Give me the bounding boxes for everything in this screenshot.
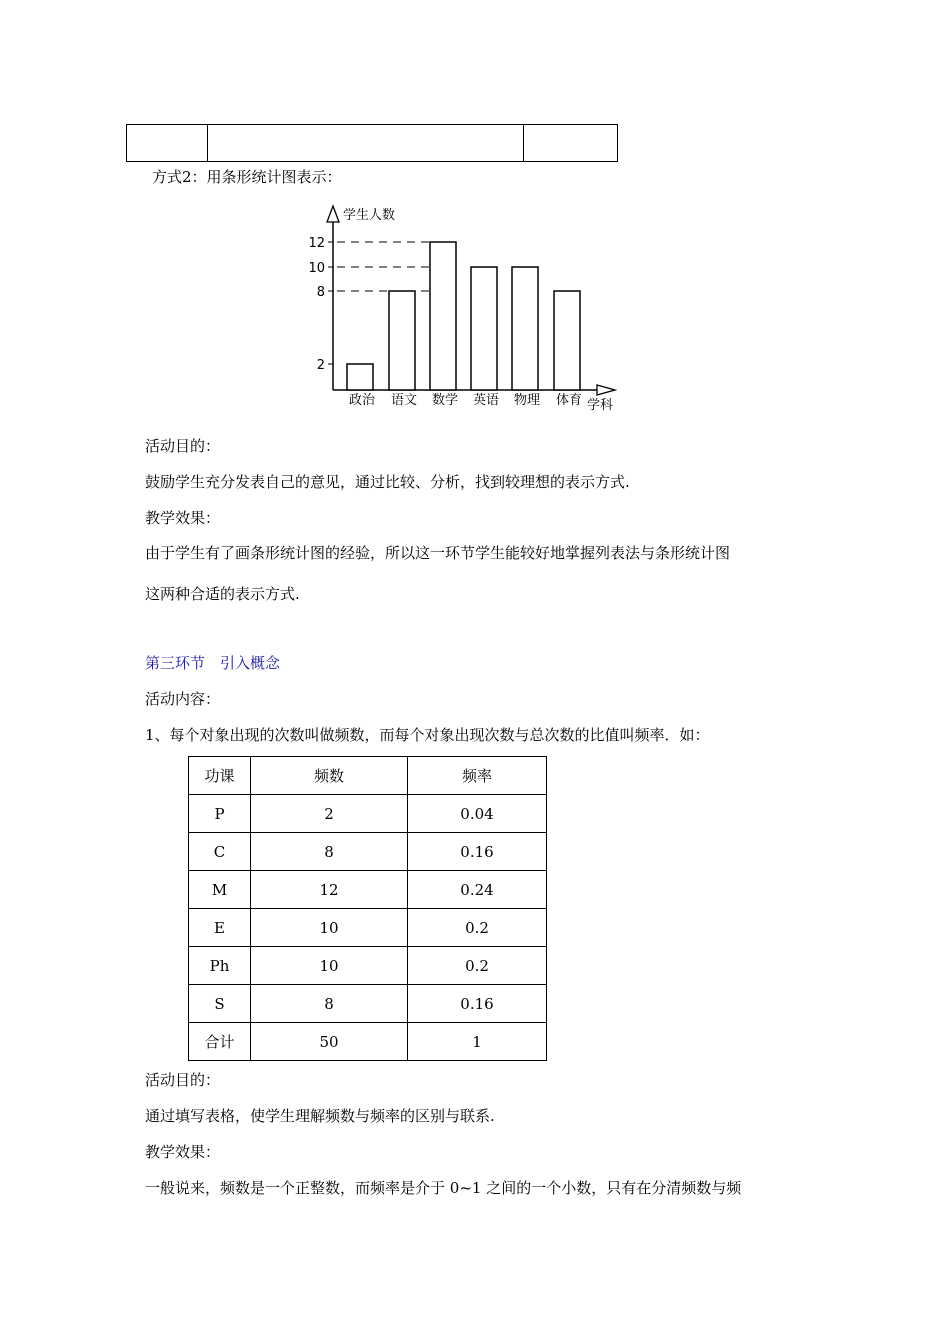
y-tick-label: 10 <box>308 261 325 276</box>
cell-rate: 0.24 <box>408 871 547 909</box>
header-frequency-count: 频数 <box>251 757 408 795</box>
table-cell <box>127 125 208 162</box>
purpose-heading-1: 活动目的： <box>145 437 221 455</box>
purpose-text-1: 鼓励学生充分发表自己的意见，通过比较、分析，找到较理想的表示方式. <box>145 473 630 491</box>
header-subject: 功课 <box>189 757 251 795</box>
x-tick-label: 物理 <box>513 393 541 408</box>
cell-rate: 0.2 <box>408 947 547 985</box>
cell-rate: 0.16 <box>408 833 547 871</box>
bar <box>554 291 580 390</box>
table-cell <box>524 125 618 162</box>
method2-title: 方式2：用条形统计图表示： <box>152 168 342 186</box>
cell-count: 12 <box>251 871 408 909</box>
bar <box>430 242 456 390</box>
x-tick-label: 政治 <box>348 393 376 408</box>
effect-line-2: 这两种合适的表示方式. <box>145 585 300 603</box>
table-row <box>189 795 547 833</box>
x-tick-label: 英语 <box>472 393 500 408</box>
header-frequency-rate: 频率 <box>408 757 547 795</box>
cell-subject: Ph <box>189 947 251 985</box>
cell-rate: 0.04 <box>408 795 547 833</box>
section3-title: 第三环节 引入概念 <box>145 654 281 672</box>
cell-count: 10 <box>251 947 408 985</box>
cell-subject: M <box>189 871 251 909</box>
x-tick-label: 体育 <box>555 393 583 408</box>
x-axis-arrow <box>597 385 615 395</box>
y-axis-label: 学生人数 <box>343 208 396 223</box>
effect-line-1: 由于学生有了画条形统计图的经验，所以这一环节学生能较好地掌握列表法与条形统计图 <box>145 544 731 562</box>
frequency-table <box>188 756 547 1061</box>
table-row <box>189 985 547 1023</box>
cell-count: 8 <box>251 833 408 871</box>
y-tick-label: 8 <box>316 285 325 300</box>
cell-count: 50 <box>251 1023 408 1061</box>
cell-rate: 0.16 <box>408 985 547 1023</box>
x-tick-label: 数学 <box>431 393 459 408</box>
table-header-row <box>189 757 547 795</box>
y-axis-arrow <box>327 206 339 222</box>
table-row <box>127 125 618 162</box>
effect-text-3: 一般说来，频数是一个正整数，而频率是介于 0~1 之间的一个小数，只有在分清频数与频 <box>145 1179 742 1197</box>
bar <box>512 267 538 390</box>
bar-chart <box>300 200 640 420</box>
bar <box>389 291 415 390</box>
cell-count: 8 <box>251 985 408 1023</box>
definition-item-1: 1、每个对象出现的次数叫做频数，而每个对象出现次数与总次数的比值叫频率．如： <box>145 726 710 744</box>
table-row <box>189 833 547 871</box>
bar <box>347 364 373 390</box>
cell-subject: P <box>189 795 251 833</box>
table-cell <box>208 125 524 162</box>
cell-subject: S <box>189 985 251 1023</box>
table-row <box>189 871 547 909</box>
y-tick-label: 2 <box>316 358 325 373</box>
table-row <box>189 947 547 985</box>
cell-subject: E <box>189 909 251 947</box>
effect-heading-1: 教学效果： <box>145 509 221 527</box>
effect-heading-3: 教学效果： <box>145 1143 221 1161</box>
x-axis-label: 学科 <box>587 398 614 413</box>
cell-count: 10 <box>251 909 408 947</box>
table-row <box>189 1023 547 1061</box>
cell-count: 2 <box>251 795 408 833</box>
y-tick-label: 12 <box>308 236 325 251</box>
bar <box>471 267 497 390</box>
cell-subject: C <box>189 833 251 871</box>
cell-subject: 合计 <box>189 1023 251 1061</box>
top-table <box>126 124 618 162</box>
purpose-heading-3: 活动目的： <box>145 1071 221 1089</box>
content-heading: 活动内容： <box>145 690 221 708</box>
cell-rate: 0.2 <box>408 909 547 947</box>
purpose-text-3: 通过填写表格，使学生理解频数与频率的区别与联系. <box>145 1107 495 1125</box>
x-tick-label: 语文 <box>390 393 418 408</box>
table-row <box>189 909 547 947</box>
cell-rate: 1 <box>408 1023 547 1061</box>
